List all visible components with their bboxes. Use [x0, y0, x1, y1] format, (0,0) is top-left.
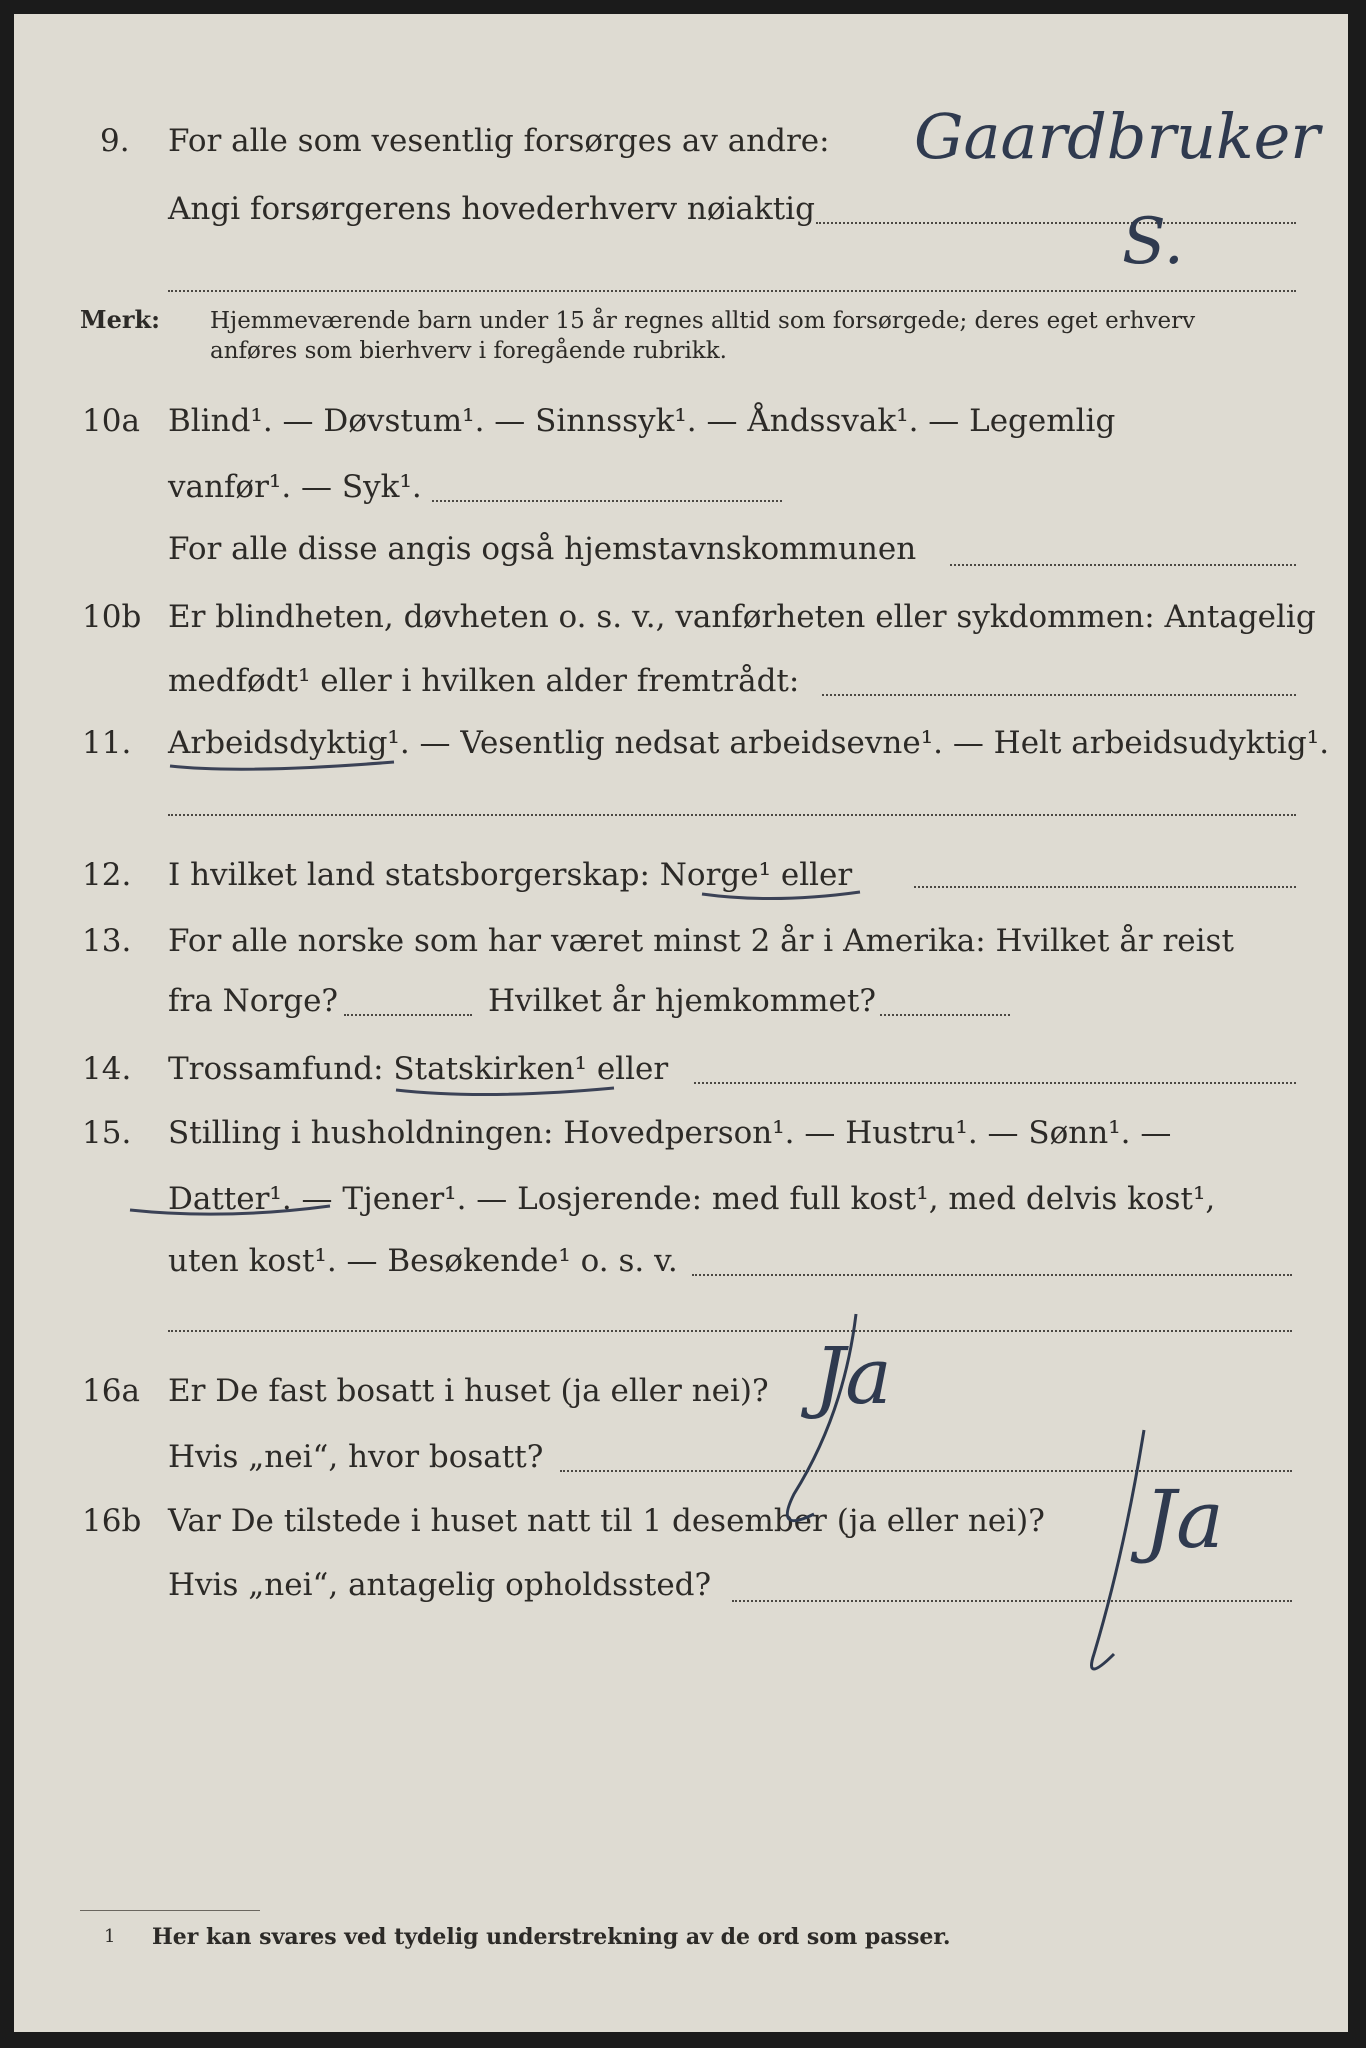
- q12-number: 12.: [82, 857, 132, 893]
- underline-statskirken: [396, 1088, 614, 1095]
- q10a-line1: Blind¹. — Døvstum¹. — Sinnssyk¹. — Åndssvak¹. — Legemlig: [168, 403, 1116, 439]
- q13-line2a: fra Norge?: [168, 983, 339, 1019]
- q15-number: 15.: [82, 1115, 132, 1151]
- q10b-line1: Er blindheten, døvheten o. s. v., vanførheten eller sykdommen: Antagelig: [168, 599, 1316, 635]
- merk-line1: Hjemmeværende barn under 15 år regnes alltid som forsørgede; deres eget erhverv: [210, 308, 1196, 334]
- q12-line1: I hvilket land statsborgerskap: Norge¹ eller: [168, 857, 853, 893]
- ja-16a-tail: [787, 1314, 856, 1521]
- q11-line1: Arbeidsdyktig¹. — Vesentlig nedsat arbeidsevne¹. — Helt arbeidsudyktig¹.: [168, 725, 1330, 761]
- q10a-line2: vanfør¹. — Syk¹.: [168, 469, 422, 505]
- footnote-mark: 1: [104, 1926, 116, 1947]
- q10a-number: 10a: [82, 403, 140, 439]
- merk-line2: anføres som bierhverv i foregående rubrikk.: [210, 338, 727, 364]
- underline-norge: [702, 892, 860, 899]
- q9-line1: For alle som vesentlig forsørges av andre:: [168, 123, 830, 159]
- q15-line3: uten kost¹. — Besøkende¹ o. s. v.: [168, 1243, 678, 1279]
- q16a-number: 16a: [82, 1373, 140, 1409]
- q9-number: 9.: [100, 123, 130, 159]
- underline-arbeidsdyktig: [170, 762, 394, 769]
- q9-line2: Angi forsørgerens hovederhverv nøiaktig: [168, 191, 815, 227]
- q9-handwritten-answer: Gaardbruker: [914, 100, 1320, 173]
- q10b-number: 10b: [82, 599, 142, 635]
- q14-line1: Trossamfund: Statskirken¹ eller: [168, 1051, 669, 1087]
- q13-line1: For alle norske som har været minst 2 år i Amerika: Hvilket år reist: [168, 923, 1234, 959]
- q15-line1: Stilling i husholdningen: Hovedperson¹. — Hustru¹. — Sønn¹. —: [168, 1115, 1172, 1151]
- q16a-line2: Hvis „nei“, hvor bosatt?: [168, 1439, 544, 1475]
- census-form-page: [14, 14, 1348, 2032]
- q11-number: 11.: [82, 725, 132, 761]
- q13-number: 13.: [82, 923, 132, 959]
- ja-16b-tail: [1092, 1430, 1145, 1669]
- q16a-line1: Er De fast bosatt i huset (ja eller nei)?: [168, 1373, 769, 1409]
- footnote-text: Her kan svares ved tydelig understrekning av de ord som passer.: [152, 1924, 951, 1950]
- underline-datter: [130, 1206, 330, 1214]
- q16b-handwritten-answer: Ja: [1144, 1473, 1224, 1566]
- q16b-line1: Var De tilstede i huset natt til 1 desember (ja eller nei)?: [168, 1503, 1045, 1539]
- pen-strokes-overlay: [14, 14, 1348, 2032]
- merk-label: Merk:: [80, 305, 160, 334]
- q16b-line2: Hvis „nei“, antagelig opholdssted?: [168, 1567, 712, 1603]
- q15-line2: Datter¹. — Tjener¹. — Losjerende: med full kost¹, med delvis kost¹,: [168, 1181, 1216, 1217]
- q16b-number: 16b: [82, 1503, 142, 1539]
- q13-line2b: Hvilket år hjemkommet?: [488, 983, 876, 1019]
- q9-handwritten-answer2: S.: [1122, 205, 1184, 279]
- q16a-handwritten-answer: Ja: [814, 1332, 892, 1422]
- q14-number: 14.: [82, 1051, 132, 1087]
- q10a-line3: For alle disse angis også hjemstavnskommunen: [168, 531, 917, 567]
- q10b-line2: medfødt¹ eller i hvilken alder fremtrådt:: [168, 663, 800, 699]
